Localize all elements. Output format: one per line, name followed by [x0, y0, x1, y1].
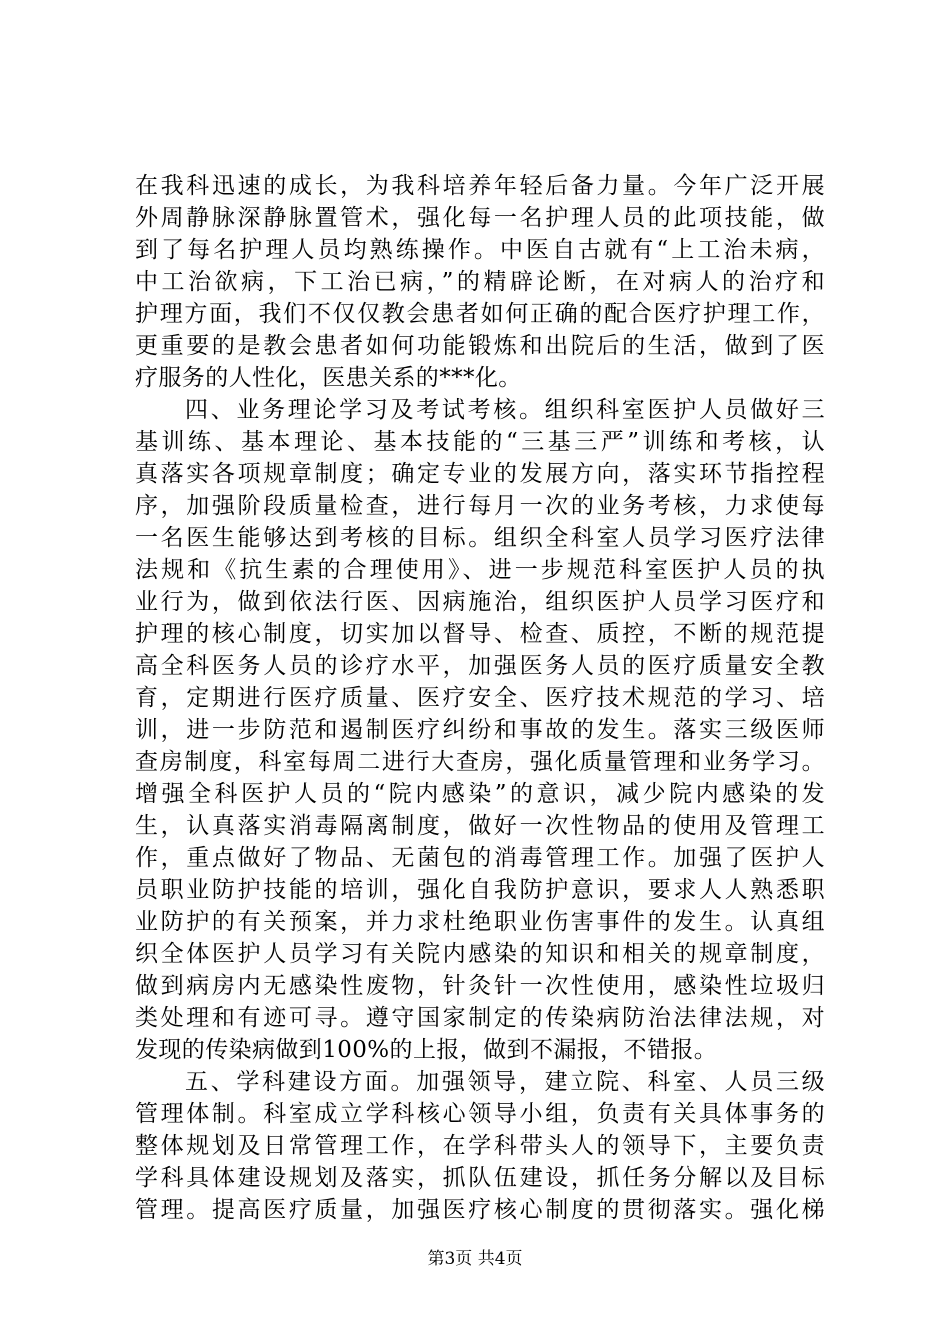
- text-line: 学科具体建设规划及落实，抓队伍建设，抓任务分解以及目标: [135, 1165, 825, 1191]
- page-number-footer: 第3页 共4页: [427, 1249, 523, 1269]
- text-line: 基训练、基本理论、基本技能的“三基三严”训练和考核，认: [135, 429, 825, 455]
- text-line: 法规和《抗生素的合理使用》、进一步规范科室医护人员的执: [135, 557, 825, 583]
- text-line: 序，加强阶段质量检查，进行每月一次的业务考核，力求使每: [135, 493, 825, 519]
- text-line: 查房制度，科室每周二进行大查房，强化质量管理和业务学习。: [135, 749, 825, 775]
- text-line: 育，定期进行医疗质量、医疗安全、医疗技术规范的学习、培: [135, 685, 825, 711]
- text-line: 到了每名护理人员均熟练操作。中医自古就有“上工治未病，: [135, 237, 825, 263]
- section-five-heading-line: 五、学科建设方面。加强领导，建立院、科室、人员三级: [185, 1069, 825, 1095]
- text-line: 更重要的是教会患者如何功能锻炼和出院后的生活，做到了医: [135, 333, 825, 359]
- text-line: 外周静脉深静脉置管术，强化每一名护理人员的此项技能，做: [135, 205, 825, 231]
- text-line: 中工治欲病，下工治已病，”的精辟论断，在对病人的治疗和: [135, 269, 825, 295]
- text-line: 管理体制。科室成立学科核心领导小组，负责有关具体事务的: [135, 1101, 825, 1127]
- text-line: 高全科医务人员的诊疗水平，加强医务人员的医疗质量安全教: [135, 653, 825, 679]
- section-four-heading-line: 四、业务理论学习及考试考核。组织科室医护人员做好三: [185, 397, 825, 423]
- text-line: 员职业防护技能的培训，强化自我防护意识，要求人人熟悉职: [135, 877, 825, 903]
- text-line: 做到病房内无感染性废物，针灸针一次性使用，感染性垃圾归: [135, 973, 825, 999]
- text-line: 业防护的有关预案，并力求杜绝职业伤害事件的发生。认真组: [135, 909, 825, 935]
- text-line: 业行为，做到依法行医、因病施治，组织医护人员学习医疗和: [135, 589, 825, 615]
- text-line: 真落实各项规章制度；确定专业的发展方向，落实环节指控程: [135, 461, 825, 487]
- text-line: 护理的核心制度，切实加以督导、检查、质控，不断的规范提: [135, 621, 825, 647]
- text-line: 管理。提高医疗质量，加强医疗核心制度的贯彻落实。强化梯: [135, 1197, 825, 1223]
- text-line: 一名医生能够达到考核的目标。组织全科室人员学习医疗法律: [135, 525, 825, 551]
- text-line: 织全体医护人员学习有关院内感染的知识和相关的规章制度，: [135, 941, 825, 967]
- text-line: 疗服务的人性化，医患关系的***化。: [135, 365, 522, 391]
- text-line: 类处理和有迹可寻。遵守国家制定的传染病防治法律法规，对: [135, 1005, 825, 1031]
- text-line: 发现的传染病做到100%的上报，做到不漏报，不错报。: [135, 1037, 718, 1063]
- text-line: 增强全科医护人员的“院内感染”的意识，减少院内感染的发: [135, 781, 825, 807]
- text-line: 生，认真落实消毒隔离制度，做好一次性物品的使用及管理工: [135, 813, 825, 839]
- text-line: 作，重点做好了物品、无菌包的消毒管理工作。加强了医护人: [135, 845, 825, 871]
- text-line: 训，进一步防范和遏制医疗纠纷和事故的发生。落实三级医师: [135, 717, 825, 743]
- document-body: [135, 170, 825, 1226]
- text-line: 护理方面，我们不仅仅教会患者如何正确的配合医疗护理工作，: [135, 301, 825, 327]
- text-line: 整体规划及日常管理工作，在学科带头人的领导下，主要负责: [135, 1133, 825, 1159]
- text-line: 在我科迅速的成长，为我科培养年轻后备力量。今年广泛开展: [135, 173, 825, 199]
